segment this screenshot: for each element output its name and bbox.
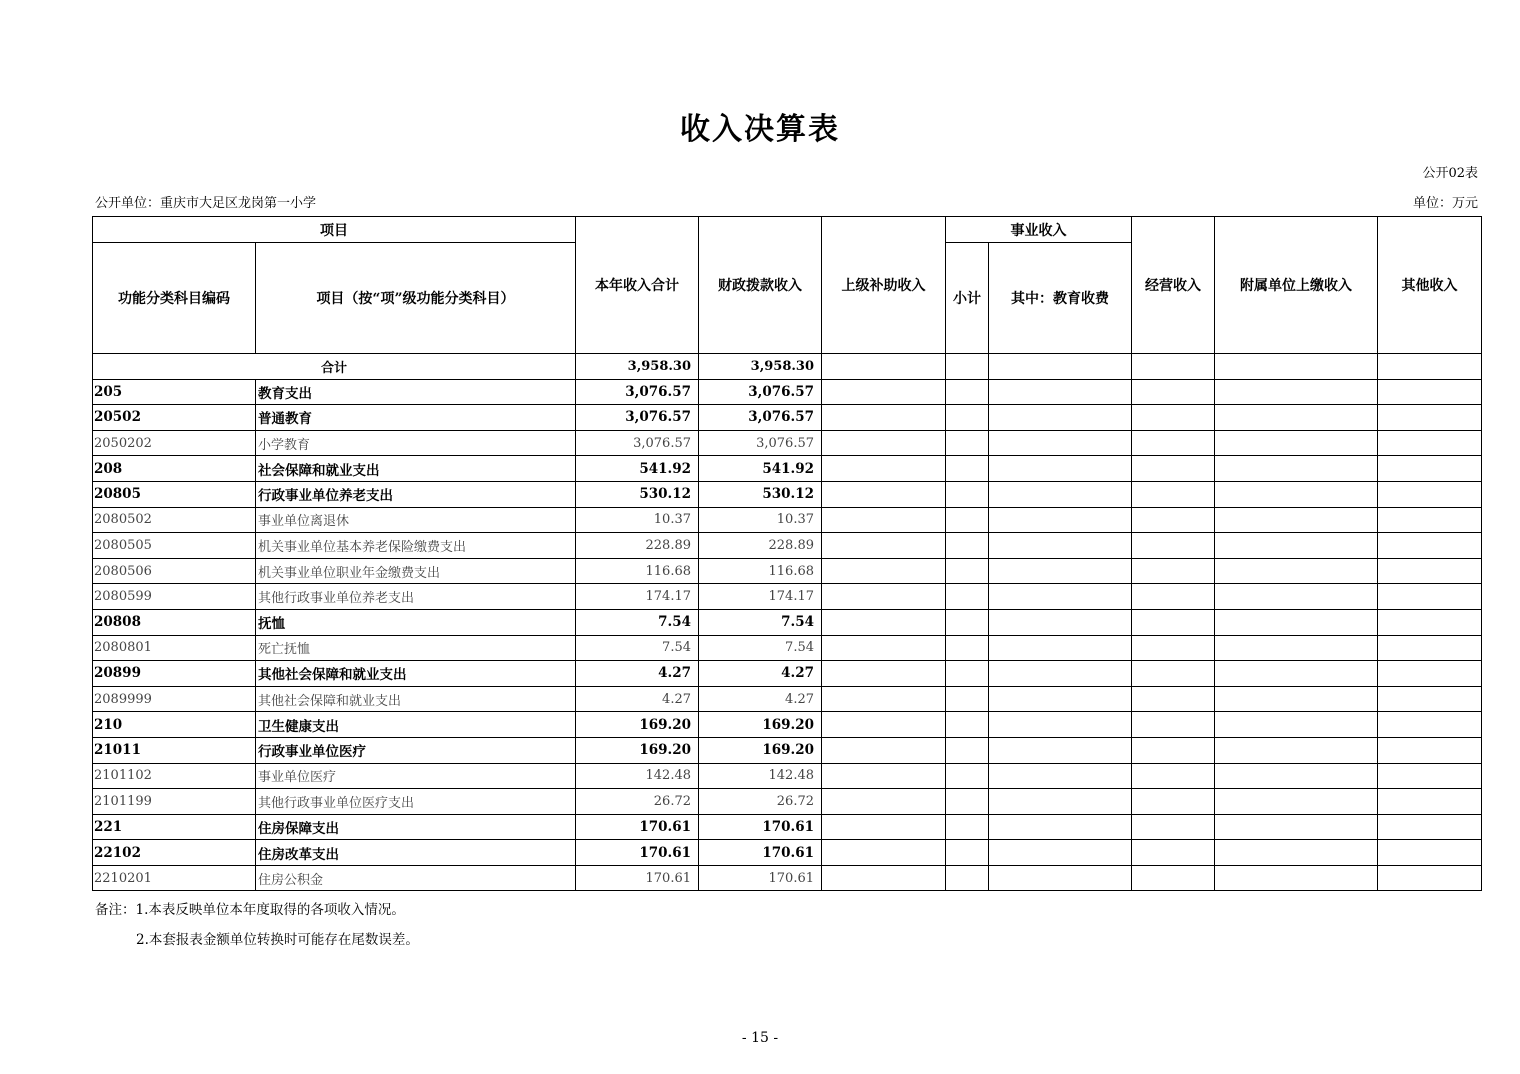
empty-cell: [946, 584, 989, 610]
table-row: [93, 712, 1482, 738]
note-1: 备注：1.本表反映单位本年度取得的各项收入情况。: [95, 902, 405, 918]
empty-cell: [1215, 456, 1378, 482]
empty-cell: [822, 712, 946, 738]
empty-cell: [1215, 661, 1378, 687]
empty-cell: [1132, 635, 1215, 661]
empty-cell: [1378, 430, 1482, 456]
empty-cell: [1215, 686, 1378, 712]
row-name: 住房公积金: [256, 865, 576, 891]
empty-cell: [1378, 558, 1482, 584]
row-name: 事业单位离退休: [256, 507, 576, 533]
empty-cell: [1215, 507, 1378, 533]
page-title: 收入决算表: [680, 112, 840, 147]
header-operating: 经营收入: [1132, 217, 1215, 354]
empty-cell: [946, 686, 989, 712]
header-subtotal: 小计: [946, 243, 989, 354]
empty-cell: [989, 763, 1132, 789]
row-fiscal: 10.37: [699, 507, 822, 533]
empty-cell: [1215, 865, 1378, 891]
row-code: 20808: [93, 609, 256, 635]
empty-cell: [1132, 533, 1215, 559]
empty-cell: [1378, 661, 1482, 687]
row-code: 21011: [93, 737, 256, 763]
table-row: [93, 635, 1482, 661]
empty-cell: [1378, 686, 1482, 712]
table-row: [93, 661, 1482, 687]
empty-cell: [1215, 379, 1378, 405]
table-row: [93, 840, 1482, 866]
row-fiscal: 169.20: [699, 712, 822, 738]
empty-cell: [946, 865, 989, 891]
form-number: 公开02表: [1422, 166, 1478, 181]
empty-cell: [822, 635, 946, 661]
row-code: 2050202: [93, 430, 256, 456]
row-fiscal: 4.27: [699, 686, 822, 712]
empty-cell: [946, 533, 989, 559]
empty-cell: [946, 507, 989, 533]
empty-cell: [1132, 609, 1215, 635]
empty-cell: [822, 405, 946, 431]
empty-cell: [1132, 712, 1215, 738]
empty-cell: [1378, 481, 1482, 507]
empty-cell: [1378, 865, 1482, 891]
row-code: 2080502: [93, 507, 256, 533]
empty-cell: [989, 533, 1132, 559]
row-fiscal: 4.27: [699, 661, 822, 687]
empty-cell: [946, 737, 989, 763]
empty-cell: [946, 558, 989, 584]
empty-cell: [1132, 661, 1215, 687]
row-fiscal: 228.89: [699, 533, 822, 559]
empty-cell: [822, 533, 946, 559]
empty-cell: [989, 737, 1132, 763]
empty-cell: [1132, 456, 1215, 482]
row-name: 其他社会保障和就业支出: [256, 661, 576, 687]
empty-cell: [1215, 635, 1378, 661]
row-fiscal: 530.12: [699, 481, 822, 507]
row-code: 20805: [93, 481, 256, 507]
empty-cell: [1215, 533, 1378, 559]
empty-cell: [1132, 379, 1215, 405]
empty-cell: [1378, 584, 1482, 610]
row-total: 541.92: [576, 456, 699, 482]
row-name: 其他社会保障和就业支出: [256, 686, 576, 712]
empty-cell: [989, 456, 1132, 482]
row-total: 228.89: [576, 533, 699, 559]
row-total: 4.27: [576, 686, 699, 712]
empty-cell: [822, 507, 946, 533]
row-name: 其他行政事业单位医疗支出: [256, 789, 576, 815]
row-total: 7.54: [576, 635, 699, 661]
table-row: [93, 533, 1482, 559]
row-name: 教育支出: [256, 379, 576, 405]
header-superior: 上级补助收入: [822, 217, 946, 354]
empty-cell: [1132, 840, 1215, 866]
row-name: 卫生健康支出: [256, 712, 576, 738]
empty-cell: [1215, 737, 1378, 763]
row-code: 2101199: [93, 789, 256, 815]
empty-cell: [822, 661, 946, 687]
empty-cell: [989, 430, 1132, 456]
row-name: 住房保障支出: [256, 814, 576, 840]
table-body: [93, 354, 1482, 891]
row-code: 2080801: [93, 635, 256, 661]
empty-cell: [1378, 379, 1482, 405]
row-fiscal: 3,076.57: [699, 379, 822, 405]
empty-cell: [1132, 558, 1215, 584]
table-row: [93, 379, 1482, 405]
row-total: 169.20: [576, 712, 699, 738]
table-row: [93, 763, 1482, 789]
empty-cell: [822, 865, 946, 891]
table-row: [93, 789, 1482, 815]
table-row: [93, 558, 1482, 584]
row-total: 7.54: [576, 609, 699, 635]
header-fiscal: 财政拨款收入: [699, 217, 822, 354]
empty-cell: [1132, 763, 1215, 789]
empty-cell: [1132, 430, 1215, 456]
empty-cell: [989, 609, 1132, 635]
empty-cell: [1215, 558, 1378, 584]
empty-cell: [822, 840, 946, 866]
row-code: 210: [93, 712, 256, 738]
empty-cell: [822, 737, 946, 763]
income-table: [92, 216, 1482, 891]
empty-cell: [1132, 481, 1215, 507]
empty-cell: [822, 430, 946, 456]
page-number: - 15 -: [741, 1030, 779, 1046]
empty-cell: [989, 558, 1132, 584]
empty-cell: [946, 481, 989, 507]
row-code: 2080506: [93, 558, 256, 584]
empty-cell: [822, 686, 946, 712]
row-fiscal: 170.61: [699, 865, 822, 891]
row-total: 170.61: [576, 865, 699, 891]
table-row: [93, 686, 1482, 712]
empty-cell: [946, 456, 989, 482]
empty-cell: [1378, 507, 1482, 533]
table-row: [93, 814, 1482, 840]
empty-cell: [1132, 789, 1215, 815]
row-total: 10.37: [576, 507, 699, 533]
row-fiscal: 116.68: [699, 558, 822, 584]
empty-cell: [989, 712, 1132, 738]
empty-cell: [822, 456, 946, 482]
header-code: 功能分类科目编码: [93, 243, 256, 354]
table-row: [93, 481, 1482, 507]
total-row: [93, 354, 1482, 380]
empty-cell: [1132, 507, 1215, 533]
empty-cell: [1215, 481, 1378, 507]
empty-cell: [946, 763, 989, 789]
empty-cell: [989, 405, 1132, 431]
row-name: 事业单位医疗: [256, 763, 576, 789]
row-code: 2089999: [93, 686, 256, 712]
row-name: 其他行政事业单位养老支出: [256, 584, 576, 610]
row-code: 20899: [93, 661, 256, 687]
header-other: 其他收入: [1378, 217, 1482, 354]
row-fiscal: 3,076.57: [699, 430, 822, 456]
empty-cell: [989, 584, 1132, 610]
empty-cell: [822, 584, 946, 610]
row-code: 2101102: [93, 763, 256, 789]
row-fiscal: 142.48: [699, 763, 822, 789]
row-total: 142.48: [576, 763, 699, 789]
empty-cell: [989, 865, 1132, 891]
row-code: 22102: [93, 840, 256, 866]
empty-cell: [822, 609, 946, 635]
empty-cell: [1215, 609, 1378, 635]
empty-cell: [946, 430, 989, 456]
row-name: 抚恤: [256, 609, 576, 635]
table-row: [93, 609, 1482, 635]
empty-cell: [1215, 789, 1378, 815]
row-name: 机关事业单位基本养老保险缴费支出: [256, 533, 576, 559]
row-code: 20502: [93, 405, 256, 431]
header-edu-fee: 其中：教育收费: [989, 243, 1132, 354]
empty-cell: [946, 789, 989, 815]
empty-cell: [946, 840, 989, 866]
empty-cell: [1378, 456, 1482, 482]
empty-cell: [989, 789, 1132, 815]
empty-cell: [1132, 405, 1215, 431]
empty-cell: [989, 686, 1132, 712]
row-name: 死亡抚恤: [256, 635, 576, 661]
empty-cell: [1378, 789, 1482, 815]
table-row: [93, 430, 1482, 456]
row-code: 205: [93, 379, 256, 405]
row-total: 3,076.57: [576, 430, 699, 456]
row-code: 2210201: [93, 865, 256, 891]
header-project: 项目: [93, 217, 576, 243]
row-total: 4.27: [576, 661, 699, 687]
table-row: [93, 584, 1482, 610]
empty-cell: [989, 481, 1132, 507]
empty-cell: [946, 661, 989, 687]
row-code: 2080599: [93, 584, 256, 610]
header-affiliated: 附属单位上缴收入: [1215, 217, 1378, 354]
table-row: [93, 456, 1482, 482]
reporting-unit: 公开单位：重庆市大足区龙岗第一小学: [95, 196, 317, 211]
empty-cell: [822, 763, 946, 789]
empty-cell: [822, 789, 946, 815]
empty-cell: [1378, 814, 1482, 840]
empty-cell: [1378, 763, 1482, 789]
table-row: [93, 405, 1482, 431]
currency-unit: 单位：万元: [1412, 196, 1478, 211]
row-code: 208: [93, 456, 256, 482]
row-total: 170.61: [576, 840, 699, 866]
row-total: 530.12: [576, 481, 699, 507]
row-code: 2080505: [93, 533, 256, 559]
row-fiscal: 174.17: [699, 584, 822, 610]
row-name: 小学教育: [256, 430, 576, 456]
empty-cell: [946, 379, 989, 405]
row-code: 221: [93, 814, 256, 840]
empty-cell: [946, 814, 989, 840]
empty-cell: [989, 661, 1132, 687]
empty-cell: [1378, 405, 1482, 431]
empty-cell: [1378, 737, 1482, 763]
row-name: 普通教育: [256, 405, 576, 431]
row-name: 行政事业单位医疗: [256, 737, 576, 763]
empty-cell: [989, 379, 1132, 405]
empty-cell: [822, 379, 946, 405]
total-label: 合计: [93, 354, 576, 380]
empty-cell: [1215, 405, 1378, 431]
empty-cell: [989, 507, 1132, 533]
empty-cell: [989, 840, 1132, 866]
row-total: 116.68: [576, 558, 699, 584]
total-fiscal-value: 3,958.30: [699, 354, 822, 380]
row-fiscal: 3,076.57: [699, 405, 822, 431]
row-name: 住房改革支出: [256, 840, 576, 866]
row-fiscal: 26.72: [699, 789, 822, 815]
empty-cell: [1215, 584, 1378, 610]
total-income-value: 3,958.30: [576, 354, 699, 380]
empty-cell: [989, 814, 1132, 840]
row-name: 社会保障和就业支出: [256, 456, 576, 482]
row-total: 3,076.57: [576, 379, 699, 405]
row-fiscal: 170.61: [699, 840, 822, 866]
empty-cell: [1378, 635, 1482, 661]
empty-cell: [989, 635, 1132, 661]
row-total: 170.61: [576, 814, 699, 840]
empty-cell: [1378, 840, 1482, 866]
empty-cell: [946, 609, 989, 635]
row-name: 行政事业单位养老支出: [256, 481, 576, 507]
row-fiscal: 169.20: [699, 737, 822, 763]
row-total: 174.17: [576, 584, 699, 610]
row-fiscal: 170.61: [699, 814, 822, 840]
empty-cell: [1132, 686, 1215, 712]
empty-cell: [1378, 609, 1482, 635]
header-item: 项目（按“项”级功能分类科目）: [256, 243, 576, 354]
note-2: 2.本套报表金额单位转换时可能存在尾数误差。: [136, 932, 419, 948]
empty-cell: [822, 481, 946, 507]
empty-cell: [822, 814, 946, 840]
empty-cell: [1215, 840, 1378, 866]
row-total: 3,076.57: [576, 405, 699, 431]
row-name: 机关事业单位职业年金缴费支出: [256, 558, 576, 584]
row-total: 169.20: [576, 737, 699, 763]
header-total-income: 本年收入合计: [576, 217, 699, 354]
empty-cell: [946, 405, 989, 431]
row-fiscal: 7.54: [699, 609, 822, 635]
row-fiscal: 7.54: [699, 635, 822, 661]
empty-cell: [1378, 712, 1482, 738]
header-business: 事业收入: [946, 217, 1132, 243]
empty-cell: [1215, 763, 1378, 789]
row-fiscal: 541.92: [699, 456, 822, 482]
empty-cell: [1132, 737, 1215, 763]
empty-cell: [1132, 865, 1215, 891]
empty-cell: [1132, 584, 1215, 610]
table-row: [93, 507, 1482, 533]
empty-cell: [1378, 533, 1482, 559]
empty-cell: [822, 558, 946, 584]
empty-cell: [946, 635, 989, 661]
empty-cell: [1132, 814, 1215, 840]
table-row: [93, 865, 1482, 891]
empty-cell: [1215, 814, 1378, 840]
empty-cell: [946, 712, 989, 738]
row-total: 26.72: [576, 789, 699, 815]
table-row: [93, 737, 1482, 763]
empty-cell: [1215, 712, 1378, 738]
empty-cell: [1215, 430, 1378, 456]
